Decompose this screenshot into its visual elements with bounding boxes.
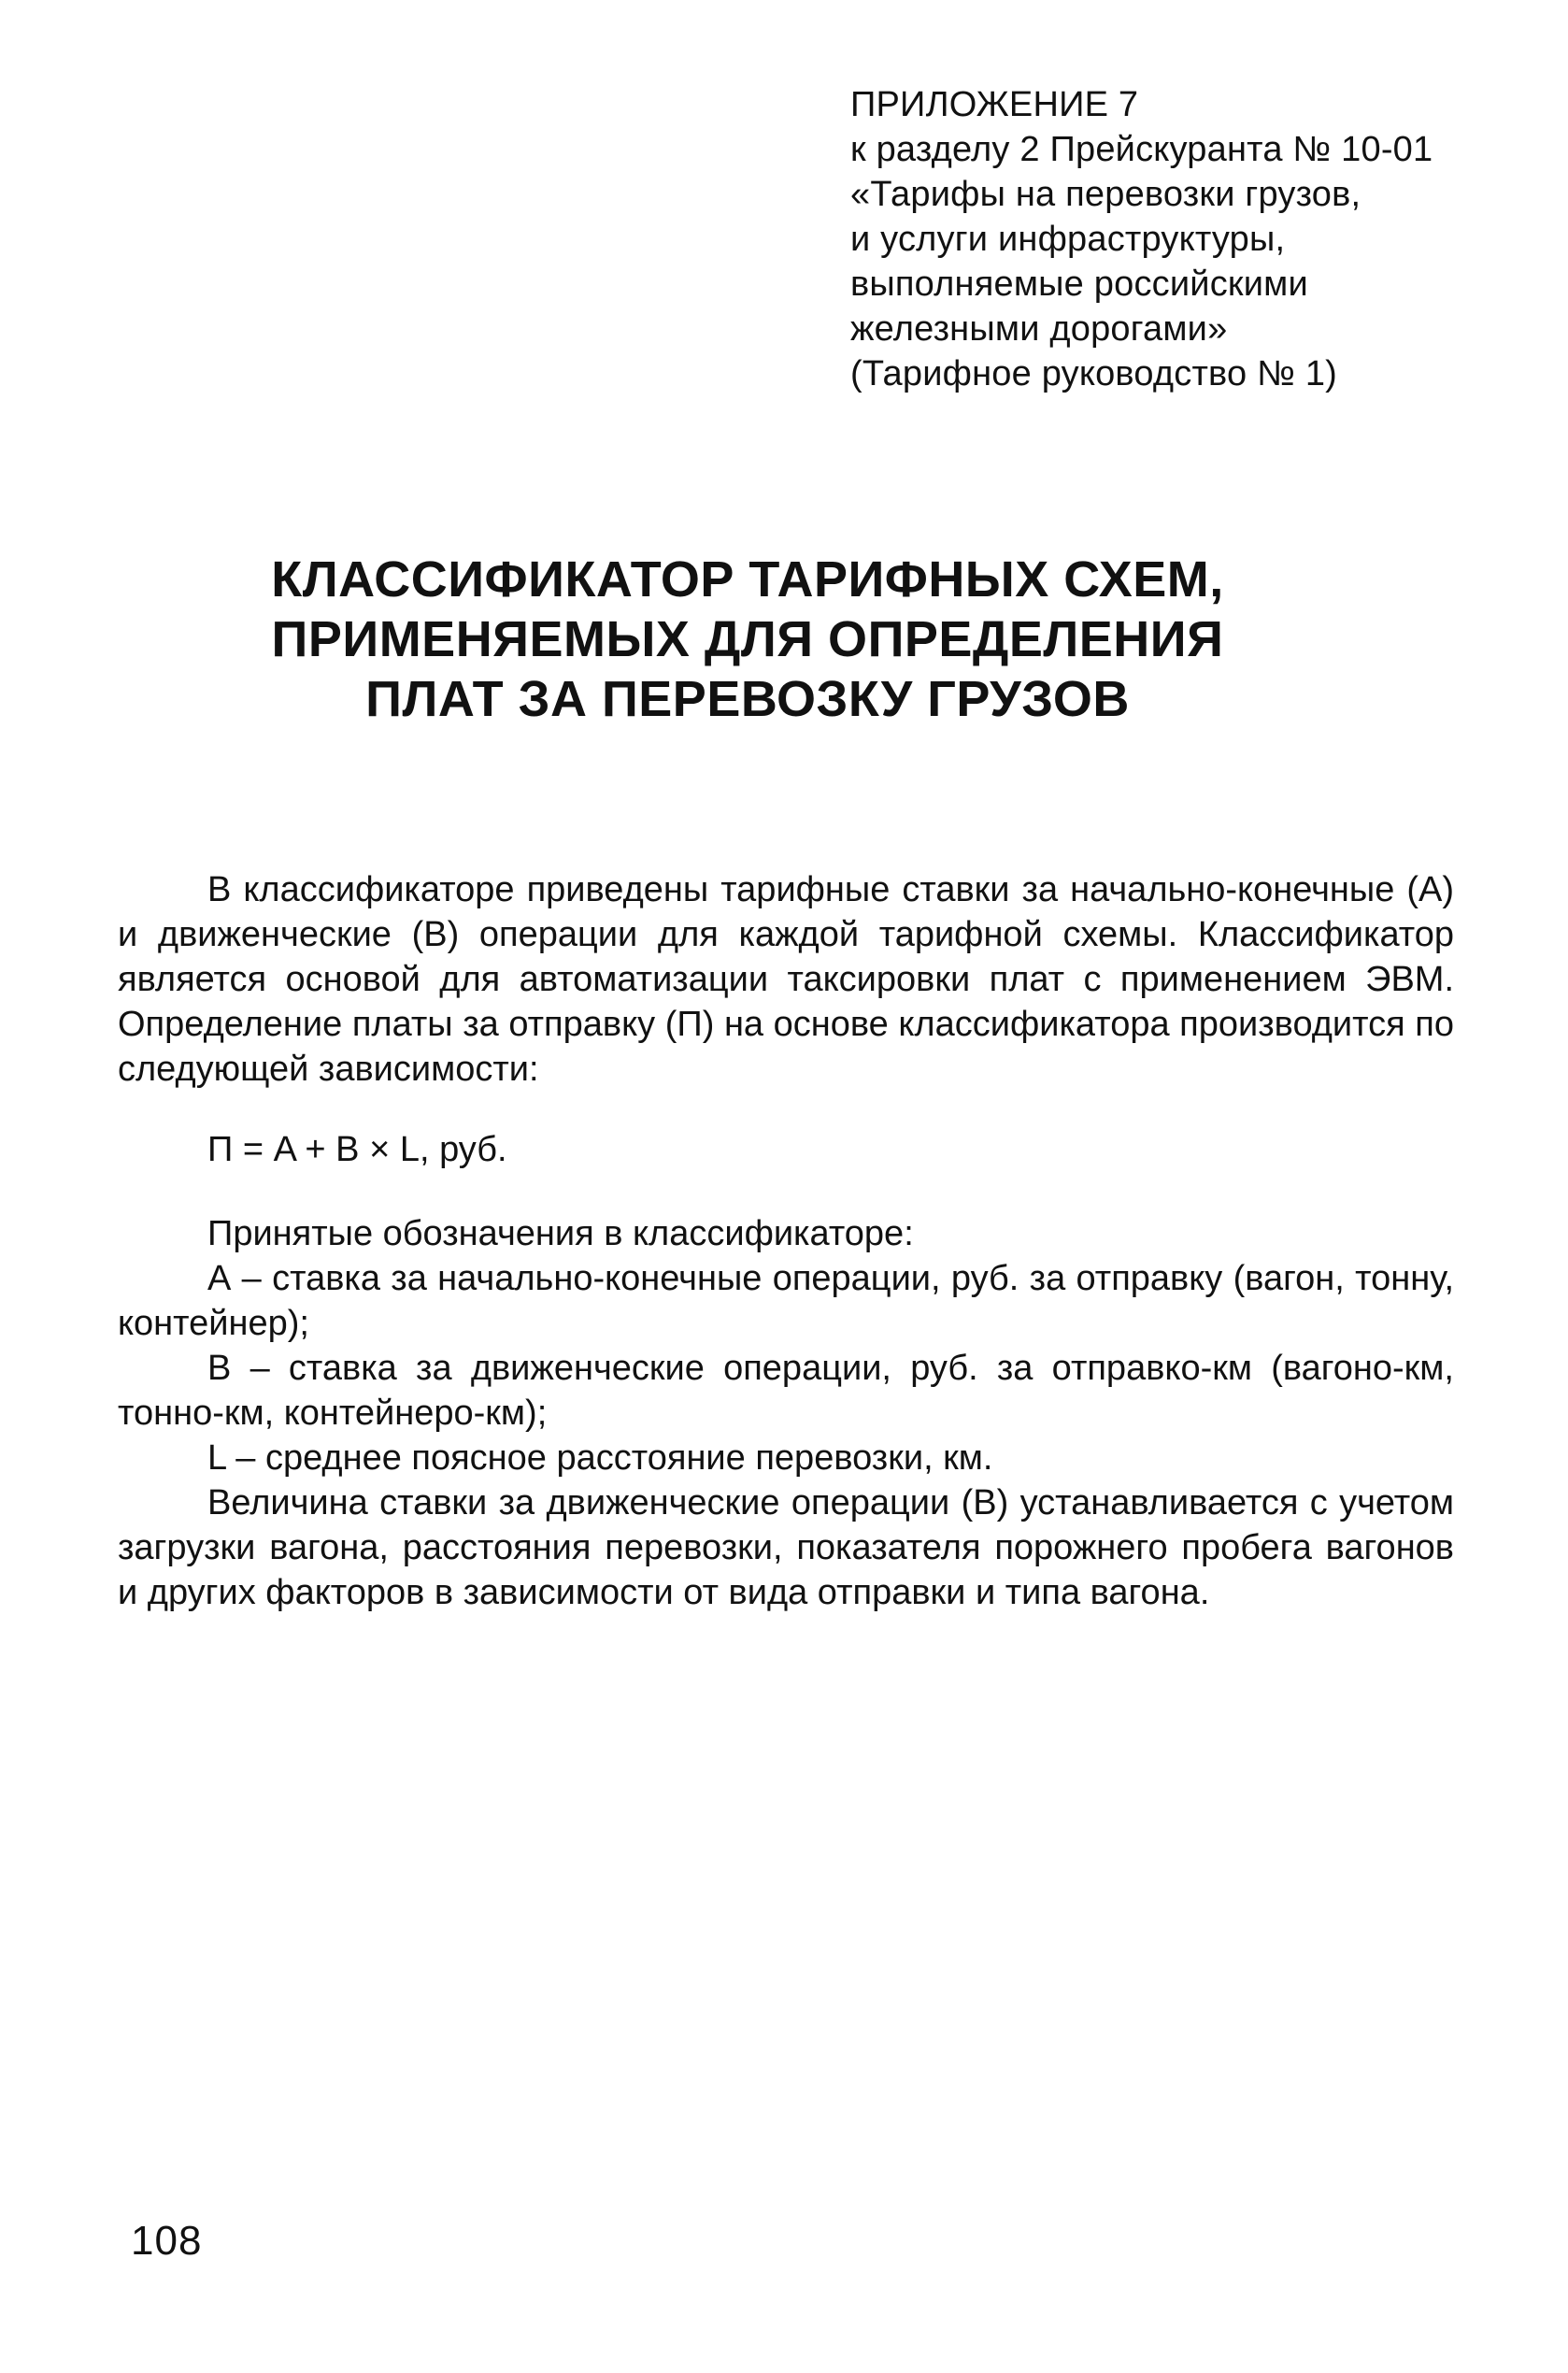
appendix-line-3: «Тарифы на перевозки грузов, — [850, 175, 1361, 214]
intro-paragraph: В классификаторе приведены тарифные ставки за начально-конечные (А) и движенческие (В) операции для каждой тарифной схемы. Классификатор является основой для автоматизации таксировки плат с применением ЭВМ. Определение платы за отправку (П) на основе классификатора производится по следующей зависимости: — [118, 870, 1454, 1089]
notation-section — [118, 1211, 1454, 1615]
notation-l: L – среднее поясное расстояние перевозки, км. — [207, 1438, 993, 1478]
title-line-1: КЛАССИФИКАТОР ТАРИФНЫХ СХЕМ, — [271, 551, 1224, 608]
appendix-line-5: выполняемые российскими — [850, 264, 1308, 304]
page-number: 108 — [131, 2218, 203, 2264]
notation-heading: Принятые обозначения в классификаторе: — [207, 1214, 914, 1253]
notation-note: Величина ставки за движенческие операции (В) устанавливается с учетом загрузки вагона, расстояния перевозки, показателя порожнего пробега вагонов и других факторов в зависимости от вида отправки и типа вагона. — [118, 1483, 1454, 1612]
appendix-line-1: ПРИЛОЖЕНИЕ 7 — [850, 85, 1139, 124]
title-line-2: ПРИМЕНЯЕМЫХ ДЛЯ ОПРЕДЕЛЕНИЯ — [271, 611, 1224, 667]
appendix-line-7: (Тарифное руководство № 1) — [850, 354, 1338, 393]
notation-b: В – ставка за движенческие операции, руб. за отправко-км (вагоно-км, тонно-км, контейнеро-км); — [118, 1349, 1454, 1433]
title-line-3: ПЛАТ ЗА ПЕРЕВОЗКУ ГРУЗОВ — [365, 671, 1130, 727]
appendix-line-2: к разделу 2 Прейскуранта № 10-01 — [850, 130, 1433, 169]
document-title — [140, 550, 1355, 729]
notation-a: А – ставка за начально-конечные операции, руб. за отправку (вагон, тонну, контейнер); — [118, 1259, 1454, 1343]
intro-section — [118, 867, 1454, 1092]
appendix-line-4: и услуги инфраструктуры, — [850, 220, 1286, 259]
appendix-line-6: железными дорогами» — [850, 309, 1228, 349]
appendix-header — [850, 82, 1504, 396]
payment-formula: П = A + B × L, руб. — [207, 1130, 507, 1169]
